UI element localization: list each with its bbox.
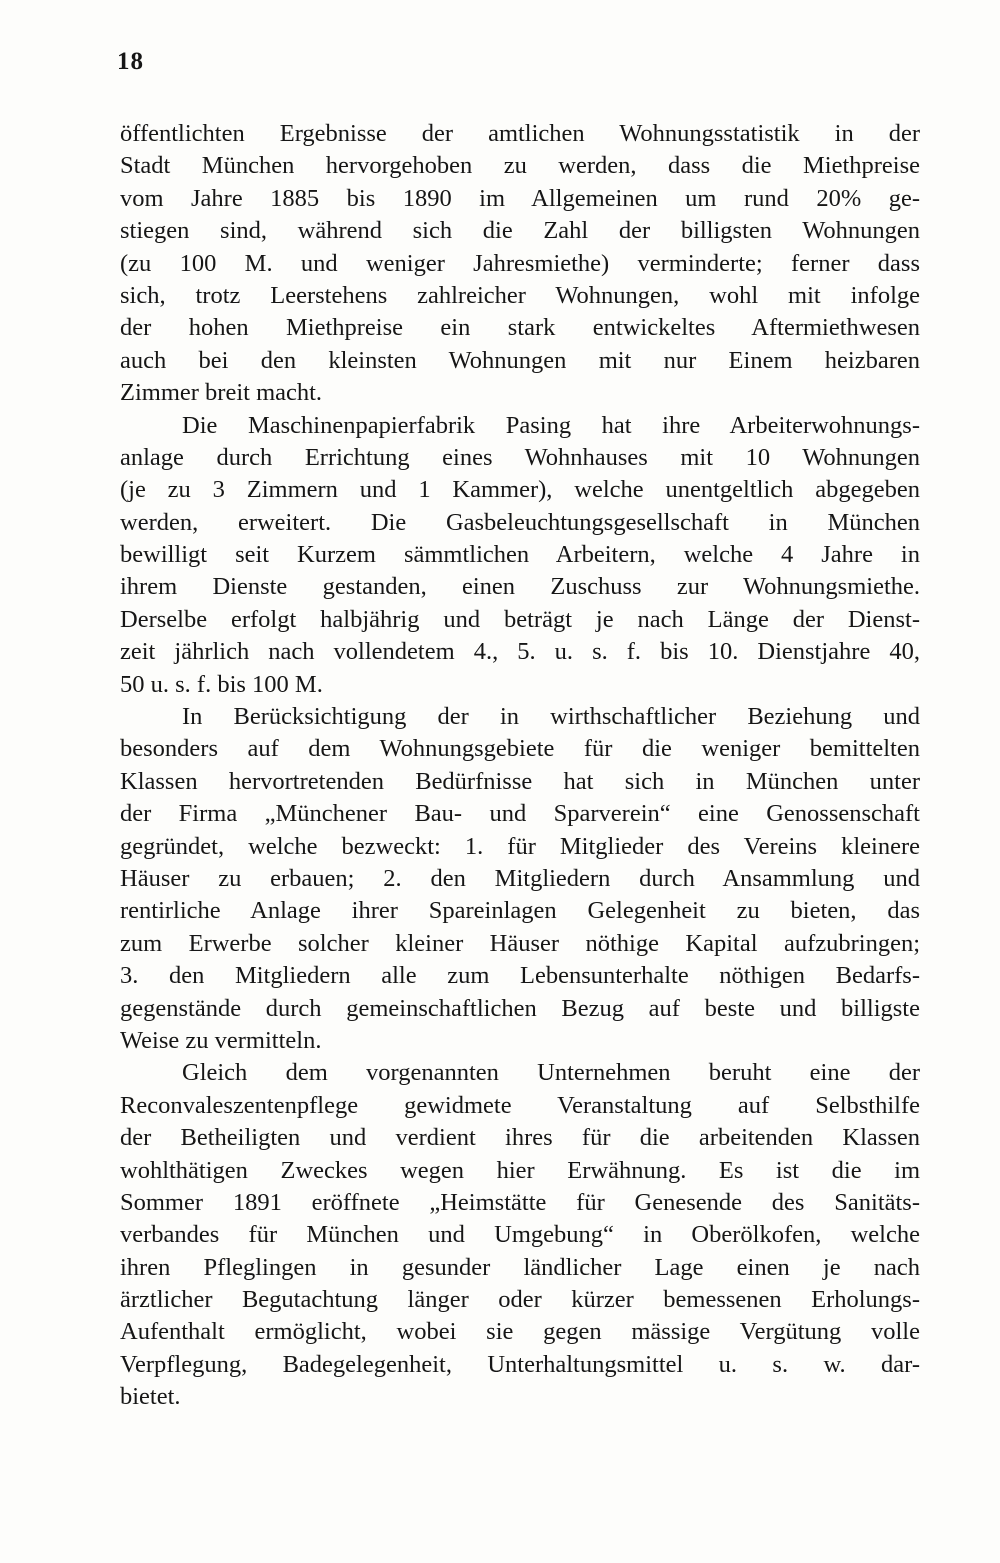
text-line: stiegen sind, während sich die Zahl der billigsten Wohnungen — [120, 217, 920, 245]
text-line: gegenstände durch gemeinschaftlichen Bezug auf beste und billigste — [120, 994, 920, 1022]
text-line: Die Maschinenpapierfabrik Pasing hat ihre Arbeiterwohnungs- — [182, 411, 920, 439]
text-line: werden, erweitert. Die Gasbeleuchtungsgesellschaft in München — [120, 508, 920, 536]
text-line: 3. den Mitgliedern alle zum Lebensunterhalte nöthigen Bedarfs- — [120, 962, 920, 990]
text-line: Zimmer breit macht. — [120, 379, 323, 407]
text-line: Reconvaleszentenpflege gewidmete Veranstaltung auf Selbsthilfe — [120, 1091, 920, 1119]
text-line: der hohen Miethpreise ein stark entwickeltes Aftermiethwesen — [120, 314, 920, 342]
text-line: vom Jahre 1885 bis 1890 im Allgemeinen um rund 20% ge- — [120, 184, 920, 212]
text-line: Gleich dem vorgenannten Unternehmen beruht eine der — [182, 1059, 920, 1087]
text-line: rentirliche Anlage ihrer Spareinlagen Gelegenheit zu bieten, das — [120, 897, 920, 925]
text-line: Weise zu vermitteln. — [120, 1026, 322, 1054]
text-line: bewilligt seit Kurzem sämmtlichen Arbeitern, welche 4 Jahre in — [120, 541, 920, 569]
text-line: der Betheiligten und verdient ihres für die arbeitenden Klassen — [120, 1124, 920, 1152]
text-line: zum Erwerbe solcher kleiner Häuser nöthige Kapital aufzubringen; — [120, 929, 920, 957]
text-line: In Berücksichtigung der in wirthschaftlicher Beziehung und — [182, 703, 920, 731]
text-line: Häuser zu erbauen; 2. den Mitgliedern durch Ansammlung und — [120, 864, 920, 892]
text-line: der Firma „Münchener Bau- und Sparverein“ eine Genossenschaft — [120, 800, 920, 828]
text-line: öffentlichten Ergebnisse der amtlichen Wohnungsstatistik in der — [120, 120, 920, 147]
text-line: ihren Pfleglingen in gesunder ländlicher Lage einen je nach — [120, 1253, 920, 1281]
text-line: Stadt München hervorgehoben zu werden, dass die Miethpreise — [120, 152, 920, 180]
body-text — [120, 118, 920, 1414]
text-line: verbandes für München und Umgebung“ in Oberölkofen, welche — [120, 1221, 920, 1249]
text-line: wohlthätigen Zweckes wegen hier Erwähnung. Es ist die im — [120, 1156, 920, 1184]
text-line: 50 u. s. f. bis 100 M. — [120, 670, 323, 698]
text-line: Verpflegung, Badegelegenheit, Unterhaltungsmittel u. s. w. dar- — [120, 1350, 920, 1378]
text-line: (je zu 3 Zimmern und 1 Kammer), welche unentgeltlich abgegeben — [120, 476, 920, 504]
page-number: 18 — [117, 48, 144, 75]
text-line: ihrem Dienste gestanden, einen Zuschuss zur Wohnungsmiethe. — [120, 573, 920, 601]
text-line: besonders auf dem Wohnungsgebiete für die weniger bemittelten — [120, 735, 920, 763]
text-line: Derselbe erfolgt halbjährig und beträgt je nach Länge der Dienst- — [120, 605, 920, 633]
text-line: Aufenthalt ermöglicht, wobei sie gegen mässige Vergütung volle — [120, 1318, 920, 1346]
text-line: anlage durch Errichtung eines Wohnhauses mit 10 Wohnungen — [120, 443, 920, 471]
text-line: bietet. — [120, 1383, 181, 1411]
text-line: sich, trotz Leerstehens zahlreicher Wohnungen, wohl mit infolge — [120, 281, 920, 309]
text-line: auch bei den kleinsten Wohnungen mit nur Einem heizbaren — [120, 346, 920, 374]
text-line: ärztlicher Begutachtung länger oder kürzer bemessenen Erholungs- — [120, 1286, 920, 1314]
text-line: Sommer 1891 eröffnete „Heimstätte für Genesende des Sanitäts- — [120, 1188, 920, 1216]
text-line: Klassen hervortretenden Bedürfnisse hat sich in München unter — [120, 767, 920, 795]
text-line: (zu 100 M. und weniger Jahresmiethe) verminderte; ferner dass — [120, 249, 920, 277]
text-line: gegründet, welche bezweckt: 1. für Mitglieder des Vereins kleinere — [120, 832, 920, 860]
text-line: zeit jährlich nach vollendetem 4., 5. u. s. f. bis 10. Dienstjahre 40, — [120, 638, 920, 666]
